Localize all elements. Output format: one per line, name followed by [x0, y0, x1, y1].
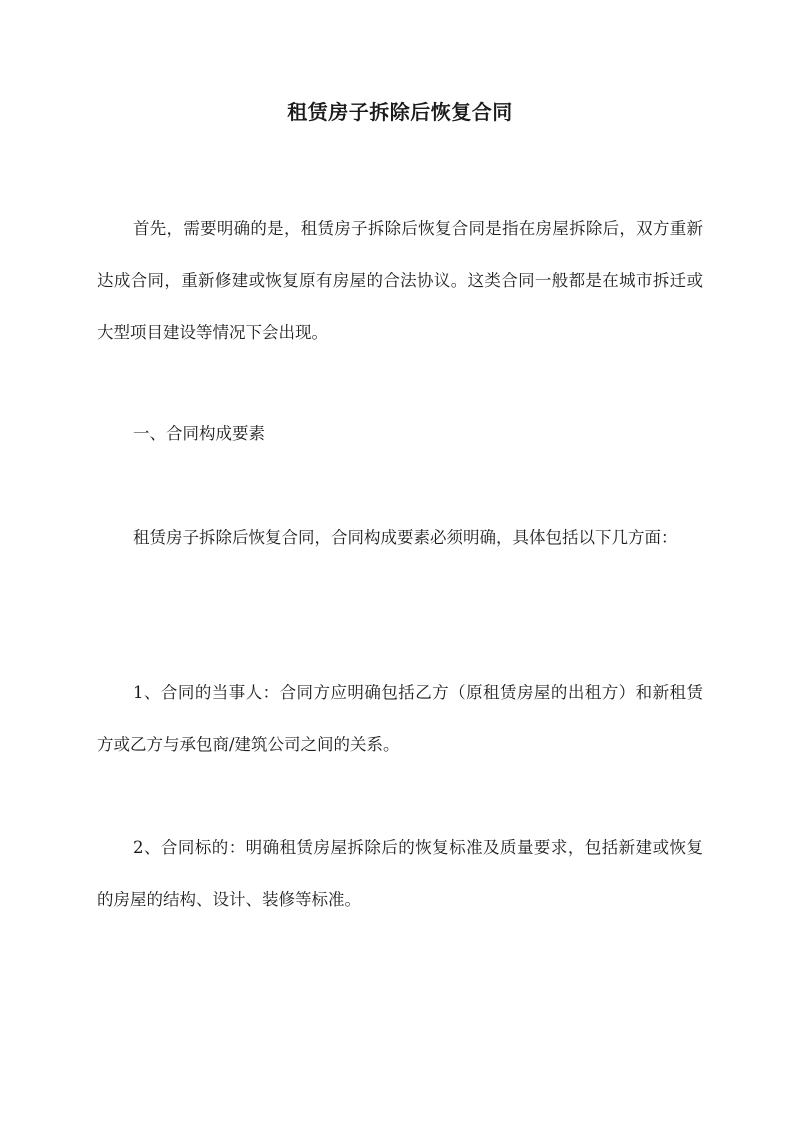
document-title: 租赁房子拆除后恢复合同 — [287, 100, 513, 124]
section-body-paragraph: 租赁房子拆除后恢复合同，合同构成要素必须明确，具体包括以下几方面： — [133, 528, 678, 547]
list-item-parties: 1、合同的当事人：合同方应明确包括乙方（原租赁房屋的出租方）和新租赁方或乙方与承包商/建筑公司之间的关系。 — [97, 683, 703, 754]
section-heading-contract-elements: 一、合同构成要素 — [133, 424, 265, 443]
intro-paragraph: 首先，需要明确的是，租赁房子拆除后恢复合同是指在房屋拆除后，双方重新达成合同，重新修建或恢复原有房屋的合法协议。这类合同一般都是在城市拆迁或大型项目建设等情况下会出现。 — [97, 219, 703, 342]
list-item-subject: 2、合同标的：明确租赁房屋拆除后的恢复标准及质量要求，包括新建或恢复的房屋的结构、设计、装修等标准。 — [97, 838, 703, 909]
